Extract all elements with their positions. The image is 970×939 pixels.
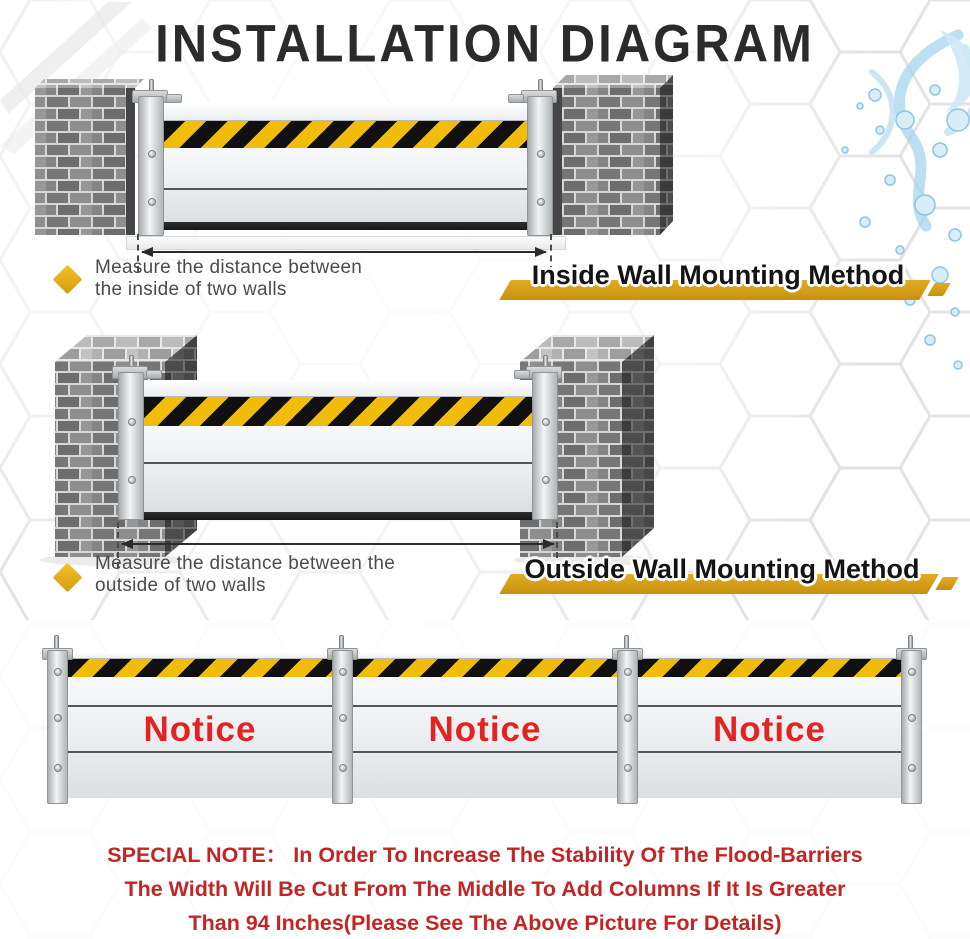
screw-icon — [339, 668, 347, 676]
screw-icon — [537, 150, 545, 158]
measurement-arrow — [122, 543, 554, 545]
screw-icon — [908, 668, 916, 676]
arrow-left-icon — [141, 247, 153, 257]
measure-note-line: outside of two walls — [95, 575, 266, 596]
brick-pillar-right-inside — [553, 75, 673, 235]
measure-note-outside — [95, 553, 455, 597]
barrier-post — [138, 96, 164, 236]
panel-bottom-seal — [144, 512, 532, 520]
measure-note-line: the inside of two walls — [95, 279, 287, 300]
panel-bottom-seal — [164, 222, 527, 230]
panel-top-rail — [144, 380, 532, 397]
clamp-arm — [514, 370, 530, 379]
screw-icon — [54, 668, 62, 676]
measure-note-inside — [95, 257, 425, 301]
panel-divider — [638, 751, 901, 753]
page-title: INSTALLATION DIAGRAM — [155, 15, 815, 74]
arrow-right-icon — [543, 539, 555, 549]
screw-icon — [128, 418, 136, 426]
screw-icon — [542, 476, 550, 484]
screw-icon — [54, 714, 62, 722]
screw-icon — [148, 198, 156, 206]
screw-icon — [624, 764, 632, 772]
notice-text: Notice — [713, 710, 826, 749]
hazard-stripe — [144, 396, 532, 428]
barrier-section — [638, 652, 901, 798]
screw-icon — [54, 764, 62, 772]
panel-divider — [353, 705, 617, 707]
notice-text: Notice — [143, 710, 257, 749]
hazard-stripe — [164, 120, 527, 150]
panel-divider — [353, 751, 617, 753]
panel-divider — [638, 705, 901, 707]
flood-barrier-panel-inside — [164, 102, 527, 230]
barrier-sill — [126, 236, 566, 250]
screw-icon — [148, 150, 156, 158]
barrier-post — [527, 96, 553, 236]
flood-barrier-panel-outside — [144, 380, 532, 520]
hazard-stripe — [638, 658, 901, 679]
panel-divider — [164, 188, 527, 190]
screw-icon — [128, 476, 136, 484]
notice-text: Notice — [428, 710, 542, 749]
panel-divider — [68, 705, 332, 707]
barrier-post — [118, 372, 144, 520]
special-note-line-3: Than 94 Inches(Please See The Above Picture For Details) — [188, 911, 782, 935]
measure-note-line: Measure the distance between the — [95, 553, 396, 574]
screw-icon — [339, 764, 347, 772]
measurement-arrow — [142, 251, 546, 253]
hazard-stripe — [353, 658, 617, 679]
clamp-arm — [166, 94, 182, 103]
clamp-arm — [508, 94, 524, 103]
panel-divider — [144, 462, 532, 464]
screw-icon — [537, 198, 545, 206]
screw-icon — [339, 714, 347, 722]
method-label-outside: Outside Wall Mounting Method — [524, 554, 920, 584]
arrow-right-icon — [535, 247, 547, 257]
barrier-section — [353, 652, 617, 798]
screw-icon — [908, 714, 916, 722]
screw-icon — [542, 418, 550, 426]
clamp-arm — [146, 370, 162, 379]
panel-divider — [68, 751, 332, 753]
brick-pillar-left-inside — [35, 79, 144, 235]
screw-icon — [908, 764, 916, 772]
barrier-section — [68, 652, 332, 798]
screw-icon — [624, 668, 632, 676]
panel-body — [144, 426, 532, 512]
hazard-stripe — [68, 658, 332, 679]
special-note-line-2: The Width Will Be Cut From The Middle To Add Columns If It Is Greater — [124, 877, 846, 901]
special-note — [35, 838, 935, 939]
panel-body — [164, 148, 527, 222]
screw-icon — [624, 714, 632, 722]
special-note-line-1: SPECIAL NOTE： In Order To Increase The Stability Of The Flood-Barriers — [107, 843, 863, 867]
method-label-inside: Inside Wall Mounting Method — [531, 260, 905, 290]
panel-top-rail — [164, 102, 527, 121]
barrier-post — [532, 372, 558, 520]
measure-note-line: Measure the distance between — [95, 257, 363, 278]
arrow-left-icon — [121, 539, 133, 549]
